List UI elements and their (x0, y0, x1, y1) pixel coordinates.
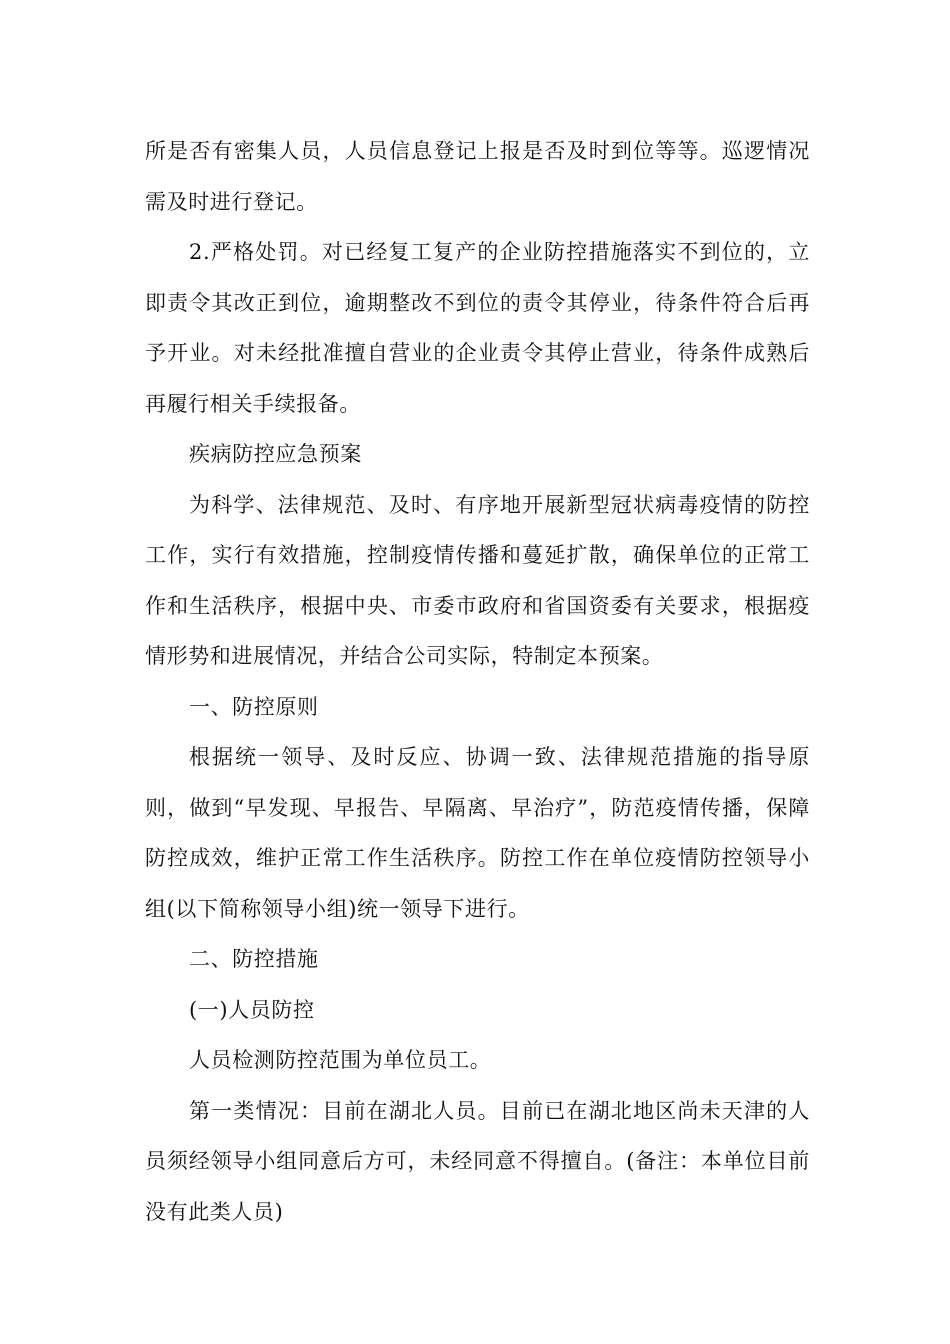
paragraph-category-one: 第一类情况：目前在湖北人员。目前已在湖北地区尚未天津的人员须经领导小组同意后方可，未经同意不得擅自。(备注：本单位目前没有此类人员) (145, 1098, 810, 1224)
paragraph-patrol-continued: 所是否有密集人员，人员信息登记上报是否及时到位等等。巡逻情况需及时进行登记。 (145, 139, 810, 214)
subheading-personnel-control: (一)人员防控 (189, 997, 315, 1022)
paragraph-plan-purpose: 为科学、法律规范、及时、有序地开展新型冠状病毒疫情的防控工作，实行有效措施，控制疫情传播和蔓延扩散，确保单位的正常工作和生活秩序，根据中央、市委市政府和省国资委有关要求，根据疫情形势和进展情况，并结合公司实际，特制定本预案。 (145, 492, 810, 668)
heading-control-principles: 一、防控原则 (189, 694, 319, 719)
paragraph-strict-penalty: 2.严格处罚。对已经复工复产的企业防控措施落实不到位的，立即责令其改正到位，逾期整改不到位的责令其停业，待条件符合后再予开业。对未经批准擅自营业的企业责令其停止营业，待条件成熟后再履行相关手续报备。 (145, 240, 810, 416)
document-page (145, 126, 810, 1237)
paragraph-principles: 根据统一领导、及时反应、协调一致、法律规范措施的指导原则，做到“早发现、早报告、早隔离、早治疗”，防范疫情传播，保障防控成效，维护正常工作生活秩序。防控工作在单位疫情防控领导小组(以下简称领导小组)统一领导下进行。 (145, 745, 810, 921)
section-title-emergency-plan: 疾病防控应急预案 (189, 442, 362, 466)
paragraph-testing-scope: 人员检测防控范围为单位员工。 (189, 1048, 492, 1072)
heading-control-measures: 二、防控措施 (189, 947, 319, 971)
